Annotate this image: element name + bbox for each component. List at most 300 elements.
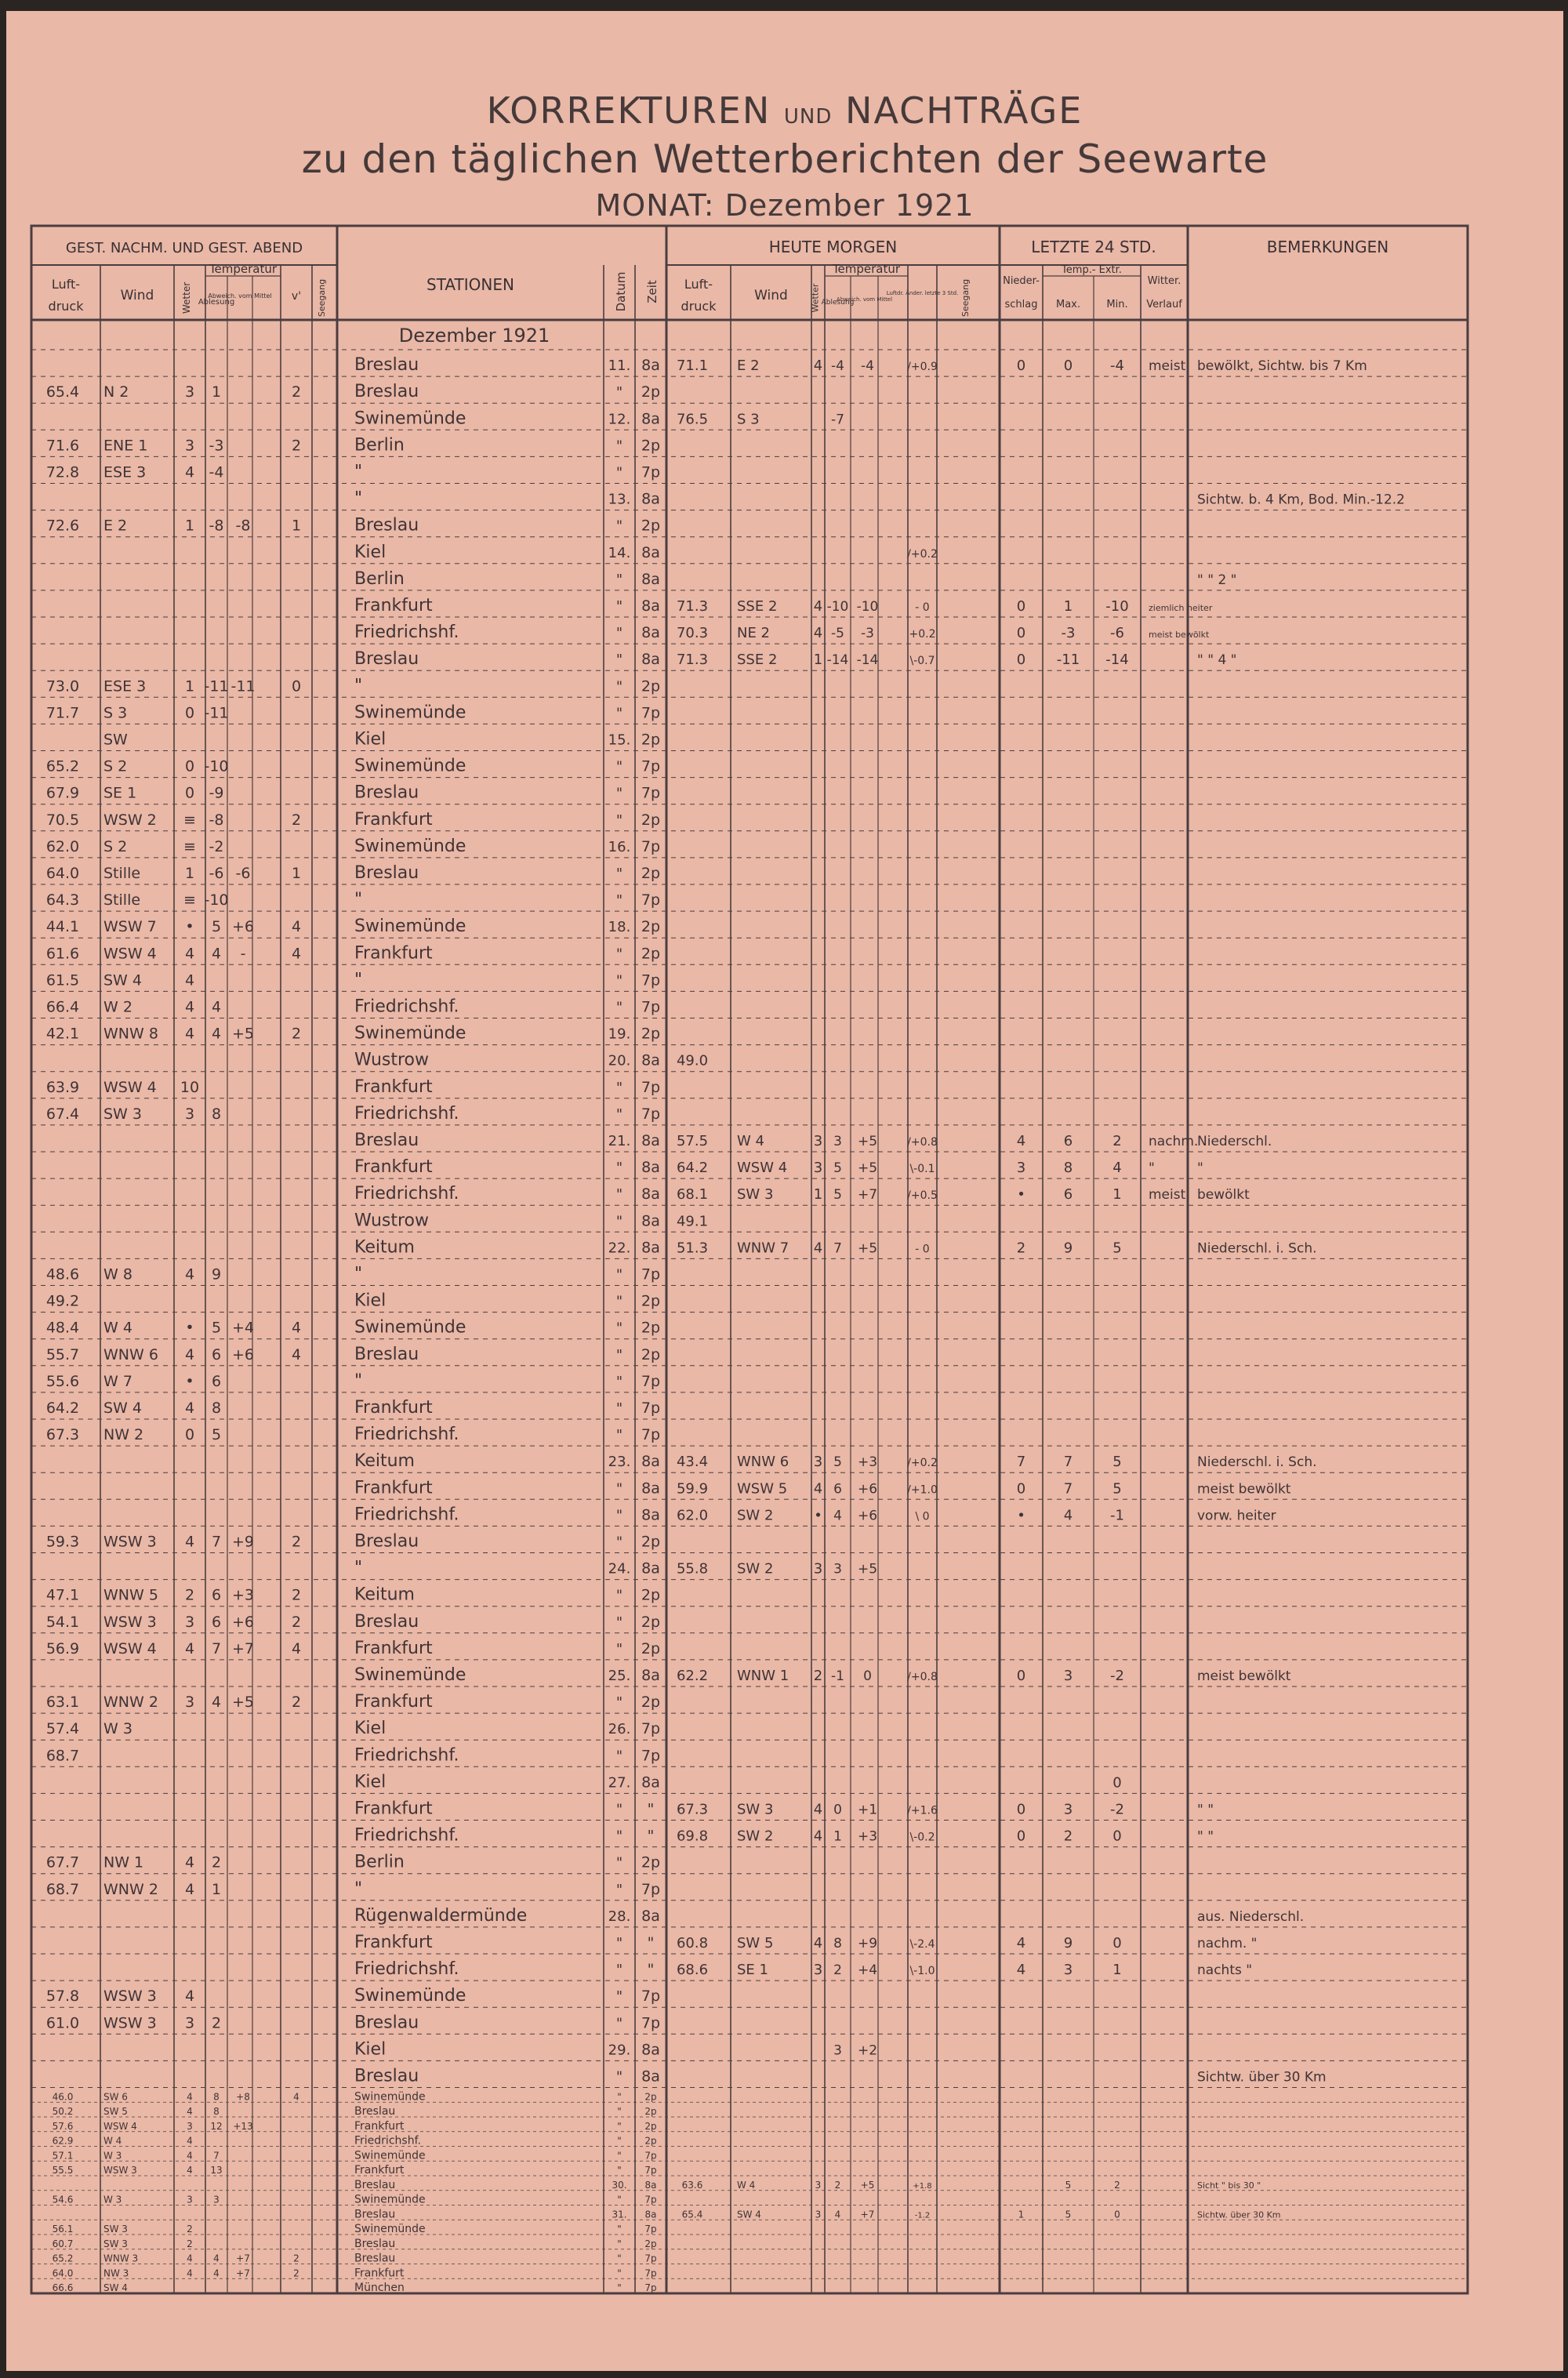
cell-station: Frankfurt — [354, 1478, 433, 1498]
cell-zeit: " — [647, 1827, 655, 1845]
cell-luftdruck-gestern: 42.1 — [45, 1025, 80, 1043]
cell-wind-gestern: WSW 3 — [103, 1988, 157, 2006]
small-luftdruck-gestern: 66.6 — [52, 2282, 74, 2293]
cell-datum: " — [615, 1293, 623, 1310]
cell-station: Frankfurt — [354, 1799, 433, 1819]
cell-station: Berlin — [354, 1852, 405, 1872]
cell-temp-heute: -5 — [831, 626, 844, 642]
small-wind-gestern: WSW 3 — [103, 2165, 137, 2176]
cell-datum: 24. — [608, 1560, 631, 1577]
cell-station: Wustrow — [354, 1211, 430, 1231]
cell-vl-gestern: 2 — [291, 383, 302, 401]
cell-niederschlag: 0 — [1016, 625, 1026, 642]
cell-zeit: 8a — [641, 410, 660, 428]
cell-datum: " — [615, 1373, 623, 1390]
cell-datum: " — [615, 1400, 623, 1417]
small-bemerkungen: Sicht " bis 30 " — [1197, 2180, 1261, 2191]
cell-datum: " — [615, 384, 623, 401]
cell-wind-gestern: Stille — [103, 865, 141, 882]
cell-wind-heute: SW 2 — [737, 1828, 774, 1845]
cell-niederschlag: 0 — [1016, 652, 1026, 669]
cell-niederschlag: 7 — [1016, 1454, 1026, 1471]
cell-luftdr-aend: \-0.1 — [909, 1163, 935, 1176]
small-luftdruck-heute: 65.4 — [681, 2209, 703, 2220]
cell-datum: 16. — [608, 838, 631, 855]
cell-temp-gestern: 1 — [211, 383, 222, 401]
small-temp-max: 5 — [1065, 2209, 1072, 2220]
small-datum: " — [617, 2135, 622, 2147]
cell-datum: " — [615, 625, 623, 642]
cell-luftdr-aend: \-1.0 — [909, 1965, 935, 1978]
cell-abweich-gestern: -8 — [235, 517, 251, 535]
cell-bemerkungen: " " 2 " — [1197, 572, 1237, 588]
cell-temp-gestern: 6 — [211, 1613, 222, 1631]
cell-datum: 22. — [608, 1240, 631, 1257]
title-nachtraege: NACHTRÄGE — [845, 89, 1083, 132]
cell-zeit: 2p — [641, 1533, 661, 1551]
cell-wind-gestern: W 3 — [103, 1720, 132, 1738]
cell-station: Swinemünde — [354, 917, 466, 937]
cell-station: Berlin — [354, 435, 405, 456]
cell-temp-gestern: 5 — [211, 1426, 222, 1444]
cell-wind-heute: WSW 5 — [737, 1480, 788, 1498]
cell-bemerkungen: bewölkt — [1197, 1187, 1250, 1204]
cell-temp-gestern: -8 — [209, 811, 224, 829]
small-wind-gestern: WNW 3 — [103, 2253, 139, 2264]
cell-wetter-heute: 3 — [813, 1962, 823, 1979]
cell-zeit: 2p — [641, 1639, 661, 1657]
cell-vl-gestern: 4 — [291, 918, 302, 936]
cell-datum: " — [615, 1587, 623, 1604]
cell-wetter-gestern: 3 — [184, 1105, 195, 1123]
cell-temp-heute: 0 — [833, 1802, 842, 1818]
cell-station: Swinemünde — [354, 1665, 466, 1685]
cell-wind-gestern: SW 4 — [103, 1400, 142, 1417]
cell-niederschlag: • — [1017, 1507, 1025, 1524]
cell-station: Frankfurt — [354, 1933, 433, 1952]
cell-abweich-gestern: +6 — [231, 918, 255, 936]
cell-vl-gestern: 0 — [291, 677, 302, 695]
cell-temp-gestern: -11 — [204, 677, 229, 695]
cell-abweich-gestern: +6 — [231, 1613, 255, 1631]
cell-wind-heute: SW 2 — [737, 1507, 774, 1524]
cell-temp-min: 4 — [1112, 1160, 1122, 1177]
cell-temp-heute: -4 — [831, 358, 844, 375]
heute-header-luftdr: Luftdr. Änder. letzte 3 Std. — [886, 290, 959, 296]
cell-station: Friedrichshf. — [354, 623, 459, 643]
cell-wind-gestern: ENE 1 — [103, 437, 148, 455]
header-max: Max. — [1055, 299, 1081, 310]
cell-datum: " — [615, 1105, 623, 1123]
small-luftdruck-gestern: 64.0 — [52, 2267, 74, 2279]
cell-luftdruck-gestern: 57.4 — [45, 1720, 80, 1738]
cell-temp-heute: -7 — [831, 412, 844, 428]
cell-zeit: 7p — [641, 1880, 661, 1898]
cell-station: Frankfurt — [354, 809, 433, 830]
cell-temp-heute: 3 — [833, 1561, 842, 1577]
cell-datum: " — [615, 758, 623, 775]
cell-station: Keitum — [354, 1451, 415, 1472]
cell-wind-gestern: S 2 — [103, 837, 128, 855]
cell-zeit: 7p — [641, 1105, 661, 1123]
cell-zeit: 7p — [641, 757, 661, 775]
small-temp-gestern: 4 — [213, 2253, 220, 2264]
cell-zeit: 8a — [641, 1185, 660, 1204]
cell-luftdr-aend: /+0.2 — [907, 1457, 938, 1470]
cell-station: Friedrichshf. — [354, 1103, 459, 1124]
cell-datum: " — [615, 1427, 623, 1444]
small-wind-gestern: W 3 — [103, 2150, 122, 2162]
cell-temp-gestern: -4 — [209, 463, 224, 481]
cell-zeit: 2p — [641, 865, 661, 882]
cell-niederschlag: 4 — [1016, 1133, 1026, 1149]
small-zeit: 2p — [644, 2135, 657, 2147]
small-abweich-gestern: +13 — [233, 2120, 253, 2132]
small-wetter-heute: 3 — [815, 2179, 822, 2191]
cell-wind-gestern: SW 3 — [103, 1105, 142, 1123]
cell-station: Kiel — [354, 729, 387, 750]
small-datum: 31. — [612, 2209, 627, 2220]
cell-zeit: 2p — [641, 1292, 661, 1310]
small-station: Friedrichshf. — [354, 2134, 421, 2147]
cell-temp-max: 9 — [1063, 1935, 1073, 1951]
cell-datum: " — [615, 1346, 623, 1363]
small-luftdruck-gestern: 57.1 — [52, 2150, 74, 2162]
small-abweich-heute: +7 — [860, 2209, 875, 2220]
cell-vl-gestern: 1 — [291, 517, 302, 535]
cell-wetter-heute: 3 — [813, 1560, 823, 1577]
cell-wind-heute: S 3 — [737, 411, 760, 428]
cell-bemerkungen: vorw. heiter — [1197, 1508, 1276, 1524]
cell-wetter-gestern: ≡ — [183, 837, 196, 855]
cell-abweich-gestern: +4 — [231, 1319, 255, 1337]
cell-wetter-heute: 2 — [813, 1668, 823, 1684]
cell-station: Breslau — [354, 649, 419, 670]
left-header-druck: druck — [48, 299, 84, 314]
small-wind-gestern: SW 5 — [103, 2106, 128, 2117]
small-wind-gestern: SW 3 — [103, 2238, 128, 2249]
cell-luftdr-aend: - 0 — [915, 1243, 930, 1256]
cell-station: " — [354, 1558, 363, 1578]
cell-datum: " — [615, 972, 623, 989]
cell-temp-max: 9 — [1063, 1240, 1073, 1257]
cell-zeit: 7p — [641, 1720, 661, 1738]
small-temp-min: 2 — [1114, 2179, 1120, 2191]
cell-bemerkungen: " " 4 " — [1197, 652, 1237, 669]
small-zeit: 2p — [644, 2120, 657, 2132]
cell-luftdruck-heute: 68.1 — [676, 1186, 709, 1204]
small-temp-heute: 2 — [834, 2179, 841, 2191]
cell-luftdr-aend: /+0.2 — [907, 547, 938, 561]
cell-datum: " — [615, 1614, 623, 1631]
cell-luftdruck-gestern: 56.9 — [45, 1639, 80, 1657]
small-station: Swinemünde — [354, 2090, 426, 2104]
cell-temp-max: 0 — [1063, 358, 1073, 375]
cell-luftdruck-heute: 57.5 — [676, 1133, 709, 1149]
cell-zeit: 7p — [641, 704, 661, 722]
cell-datum: 18. — [608, 919, 631, 936]
cell-datum: " — [615, 598, 623, 615]
cell-wind-gestern: ESE 3 — [103, 677, 147, 695]
cell-abweich-heute: +6 — [857, 1481, 878, 1498]
cell-luftdruck-heute: 76.5 — [676, 411, 709, 428]
cell-wetter-heute: 4 — [813, 1801, 823, 1818]
cell-wetter-gestern: 4 — [184, 971, 195, 989]
small-datum: " — [617, 2238, 622, 2249]
cell-datum: 28. — [608, 1908, 631, 1925]
cell-wetter-gestern: 3 — [184, 383, 195, 401]
cell-temp-gestern: -10 — [204, 757, 229, 775]
cell-temp-gestern: 9 — [211, 1265, 222, 1283]
cell-temp-heute: 5 — [833, 1160, 842, 1177]
cell-wind-heute: SW 3 — [737, 1801, 774, 1818]
cell-zeit: 7p — [641, 1747, 661, 1765]
cell-datum: 11. — [608, 358, 631, 375]
cell-witter-verlauf: meist — [1149, 358, 1186, 375]
cell-temp-gestern: 4 — [211, 1694, 222, 1712]
cell-luftdruck-heute: 67.3 — [676, 1801, 709, 1818]
small-station: Frankfurt — [354, 2119, 405, 2133]
cell-station: Breslau — [354, 355, 419, 376]
cell-niederschlag: 0 — [1016, 358, 1026, 375]
cell-vl-gestern: 1 — [291, 865, 302, 882]
cell-wetter-gestern: ≡ — [183, 891, 196, 909]
cell-bemerkungen: nachm. " — [1197, 1936, 1258, 1951]
cell-datum: 29. — [608, 2042, 631, 2059]
small-datum: " — [617, 2253, 622, 2264]
cell-wind-gestern: ESE 3 — [103, 463, 147, 481]
cell-temp-heute: 3 — [833, 2042, 842, 2059]
cell-wetter-gestern: ≡ — [183, 811, 196, 829]
small-wind-gestern: SW 4 — [103, 2282, 128, 2293]
cell-luftdruck-gestern: 67.7 — [45, 1853, 80, 1872]
cell-zeit: 2p — [641, 731, 661, 749]
cell-wetter-heute: 4 — [813, 1480, 823, 1498]
cell-station: " — [354, 676, 363, 696]
cell-datum: " — [615, 517, 623, 535]
cell-wetter-gestern: 0 — [184, 1426, 195, 1444]
cell-wetter-gestern: 2 — [184, 1586, 195, 1604]
header-stationen: STATIONEN — [426, 275, 514, 294]
cell-temp-max: 6 — [1063, 1133, 1073, 1149]
small-wetter-gestern: 4 — [187, 2135, 193, 2147]
cell-temp-gestern: 6 — [211, 1586, 222, 1604]
cell-bemerkungen: Niederschl. i. Sch. — [1197, 1454, 1317, 1471]
header-bemerkungen: BEMERKUNGEN — [1266, 238, 1389, 256]
cell-luftdruck-gestern: 70.5 — [45, 811, 80, 829]
cell-datum: 25. — [608, 1668, 631, 1684]
cell-wetter-gestern: 10 — [180, 1078, 200, 1096]
cell-luftdruck-gestern: 55.7 — [45, 1345, 80, 1363]
cell-zeit: 7p — [641, 784, 661, 802]
cell-wetter-gestern: 4 — [184, 1533, 195, 1551]
cell-niederschlag: 0 — [1016, 598, 1026, 615]
cell-datum: " — [615, 785, 623, 802]
cell-station: Friedrichshf. — [354, 997, 459, 1017]
cell-witter-verlauf: meist — [1149, 1187, 1186, 1204]
cell-station: " — [354, 1371, 363, 1391]
cell-datum: " — [615, 1694, 623, 1712]
cell-luftdr-aend: - 0 — [915, 601, 930, 614]
cell-luftdruck-gestern: 55.6 — [45, 1372, 80, 1390]
heute-header-abweich: Abweich. vom Mittel — [836, 296, 893, 303]
cell-datum: " — [615, 2068, 623, 2086]
cell-vl-gestern: 2 — [291, 1613, 302, 1631]
small-datum: " — [617, 2091, 622, 2103]
cell-station: Frankfurt — [354, 1638, 433, 1658]
cell-abweich-gestern: +3 — [231, 1586, 255, 1604]
header-zeit: Zeit — [645, 280, 659, 303]
cell-station: Breslau — [354, 1131, 419, 1150]
cell-wetter-gestern: 3 — [184, 1613, 195, 1631]
cell-datum: 12. — [608, 411, 631, 428]
cell-temp-min: -2 — [1110, 1801, 1124, 1818]
small-zeit: 7p — [644, 2224, 657, 2235]
cell-temp-min: 5 — [1112, 1240, 1122, 1257]
small-wetter-gestern: 4 — [187, 2165, 193, 2176]
cell-wetter-gestern: 0 — [184, 757, 195, 775]
cell-station: Frankfurt — [354, 1398, 433, 1418]
cell-wetter-heute: 3 — [813, 1133, 823, 1149]
cell-luftdruck-gestern: 64.2 — [45, 1400, 80, 1417]
cell-zeit: 8a — [641, 624, 660, 642]
cell-station: Breslau — [354, 2066, 419, 2086]
small-wetter-gestern: 2 — [187, 2238, 193, 2249]
small-datum: " — [617, 2120, 622, 2132]
cell-zeit: 8a — [641, 490, 660, 508]
cell-luftdruck-gestern: 66.4 — [45, 998, 80, 1016]
cell-zeit: 7p — [641, 998, 661, 1016]
small-temp-min: 0 — [1114, 2209, 1120, 2220]
small-wetter-gestern: 4 — [187, 2253, 193, 2264]
small-station: Swinemünde — [354, 2193, 426, 2206]
cell-abweich-heute: +3 — [857, 1454, 878, 1471]
small-wetter-gestern: 3 — [187, 2120, 193, 2132]
cell-abweich-heute: +9 — [857, 1936, 878, 1951]
cell-luftdruck-gestern: 65.4 — [45, 383, 80, 401]
cell-wetter-gestern: • — [185, 918, 194, 936]
header-temp-extr: Temp.- Extr. — [1062, 264, 1122, 276]
cell-zeit: 7p — [641, 891, 661, 909]
cell-wetter-gestern: 4 — [184, 1880, 195, 1898]
left-header-luft: Luft- — [51, 277, 81, 292]
cell-temp-heute: 6 — [833, 1481, 842, 1498]
cell-wind-gestern: S 3 — [103, 704, 128, 722]
cell-luftdruck-gestern: 49.2 — [45, 1292, 80, 1310]
cell-witter-verlauf: " — [1149, 1160, 1155, 1177]
cell-vl-gestern: 2 — [291, 1586, 302, 1604]
cell-zeit: 2p — [641, 1319, 661, 1337]
cell-station: Frankfurt — [354, 1076, 433, 1097]
cell-datum: " — [615, 1160, 623, 1177]
cell-witter-verlauf: ziemlich heiter — [1149, 603, 1213, 613]
cell-wind-gestern: W 2 — [103, 998, 132, 1016]
cell-abweich-heute: +1 — [857, 1802, 878, 1818]
cell-bemerkungen: " — [1197, 1160, 1203, 1177]
cell-wind-gestern: WNW 2 — [103, 1694, 158, 1712]
cell-wetter-gestern: 4 — [184, 998, 195, 1016]
cell-wetter-heute: 4 — [813, 598, 823, 615]
small-zeit: 2p — [644, 2106, 657, 2117]
cell-temp-min: 2 — [1112, 1133, 1122, 1149]
cell-wetter-gestern: 1 — [184, 677, 195, 695]
cell-datum: 20. — [608, 1052, 631, 1069]
cell-bemerkungen: bewölkt, Sichtw. bis 7 Km — [1197, 358, 1367, 375]
small-datum: " — [617, 2267, 622, 2279]
heute-header-seegang: Seegang — [960, 278, 971, 318]
cell-datum: 27. — [608, 1774, 631, 1792]
cell-zeit: " — [647, 1800, 655, 1818]
cell-wetter-gestern: 3 — [184, 1694, 195, 1712]
cell-wetter-gestern: 4 — [184, 1988, 195, 2006]
small-abweich-gestern: +7 — [236, 2267, 250, 2279]
left-header-wind: Wind — [120, 288, 154, 303]
cell-datum: " — [615, 1801, 623, 1818]
cell-wind-gestern: Stille — [103, 891, 141, 909]
cell-wind-gestern: WNW 6 — [103, 1345, 158, 1363]
cell-luftdruck-gestern: 57.8 — [45, 1988, 80, 2006]
cell-station: Breslau — [354, 863, 419, 883]
cell-wind-gestern: S 2 — [103, 757, 128, 775]
small-station: Frankfurt — [354, 2267, 405, 2280]
cell-temp-min: -6 — [1110, 625, 1124, 642]
small-luftdruck-gestern: 62.9 — [52, 2135, 74, 2147]
cell-datum: " — [615, 1881, 623, 1898]
small-wetter-gestern: 4 — [187, 2150, 193, 2162]
cell-zeit: 8a — [641, 357, 660, 375]
cell-wind-heute: W 4 — [737, 1133, 764, 1149]
month-label: Dezember 1921 — [398, 325, 550, 347]
cell-temp-min: -4 — [1110, 358, 1124, 375]
cell-station: Frankfurt — [354, 1157, 433, 1178]
cell-station: Swinemünde — [354, 408, 466, 429]
small-station: München — [354, 2282, 405, 2294]
cell-luftdruck-gestern: 61.5 — [45, 971, 80, 989]
cell-temp-gestern: -8 — [209, 517, 224, 535]
cell-luftdruck-gestern: 64.3 — [45, 891, 80, 909]
cell-station: Kiel — [354, 1772, 387, 1792]
small-zeit: 7p — [644, 2194, 657, 2206]
cell-bemerkungen: Niederschl. — [1197, 1134, 1272, 1149]
cell-vl-gestern: 4 — [291, 945, 302, 963]
small-station: Breslau — [354, 2237, 396, 2250]
cell-vl-gestern: 2 — [291, 1533, 302, 1551]
cell-luftdr-aend: /+0.8 — [907, 1671, 938, 1683]
cell-temp-min: 0 — [1112, 1774, 1122, 1792]
cell-luftdruck-gestern: 71.7 — [45, 704, 80, 722]
small-wind-gestern: WSW 4 — [103, 2120, 137, 2132]
small-wetter-gestern: 3 — [187, 2194, 193, 2206]
cell-station: Friedrichshf. — [354, 1184, 459, 1204]
cell-datum: " — [615, 437, 623, 455]
cell-temp-heute: 8 — [833, 1936, 842, 1951]
cell-zeit: 8a — [641, 651, 660, 669]
cell-wind-heute: SSE 2 — [737, 652, 778, 669]
cell-datum: " — [615, 1748, 623, 1765]
small-zeit: 7p — [644, 2165, 657, 2176]
cell-zeit: 8a — [641, 543, 660, 561]
cell-luftdruck-gestern: 48.4 — [45, 1319, 80, 1337]
cell-luftdruck-gestern: 72.8 — [45, 463, 80, 481]
small-abweich-gestern: +7 — [236, 2253, 250, 2264]
cell-datum: " — [615, 652, 623, 669]
cell-temp-max: -3 — [1061, 625, 1076, 642]
small-abweich-heute: +5 — [860, 2179, 875, 2191]
cell-temp-gestern: 4 — [211, 1025, 222, 1043]
cell-luftdruck-gestern: 59.3 — [45, 1533, 80, 1551]
cell-wind-gestern: W 7 — [103, 1372, 132, 1390]
cell-zeit: 7p — [641, 463, 661, 481]
